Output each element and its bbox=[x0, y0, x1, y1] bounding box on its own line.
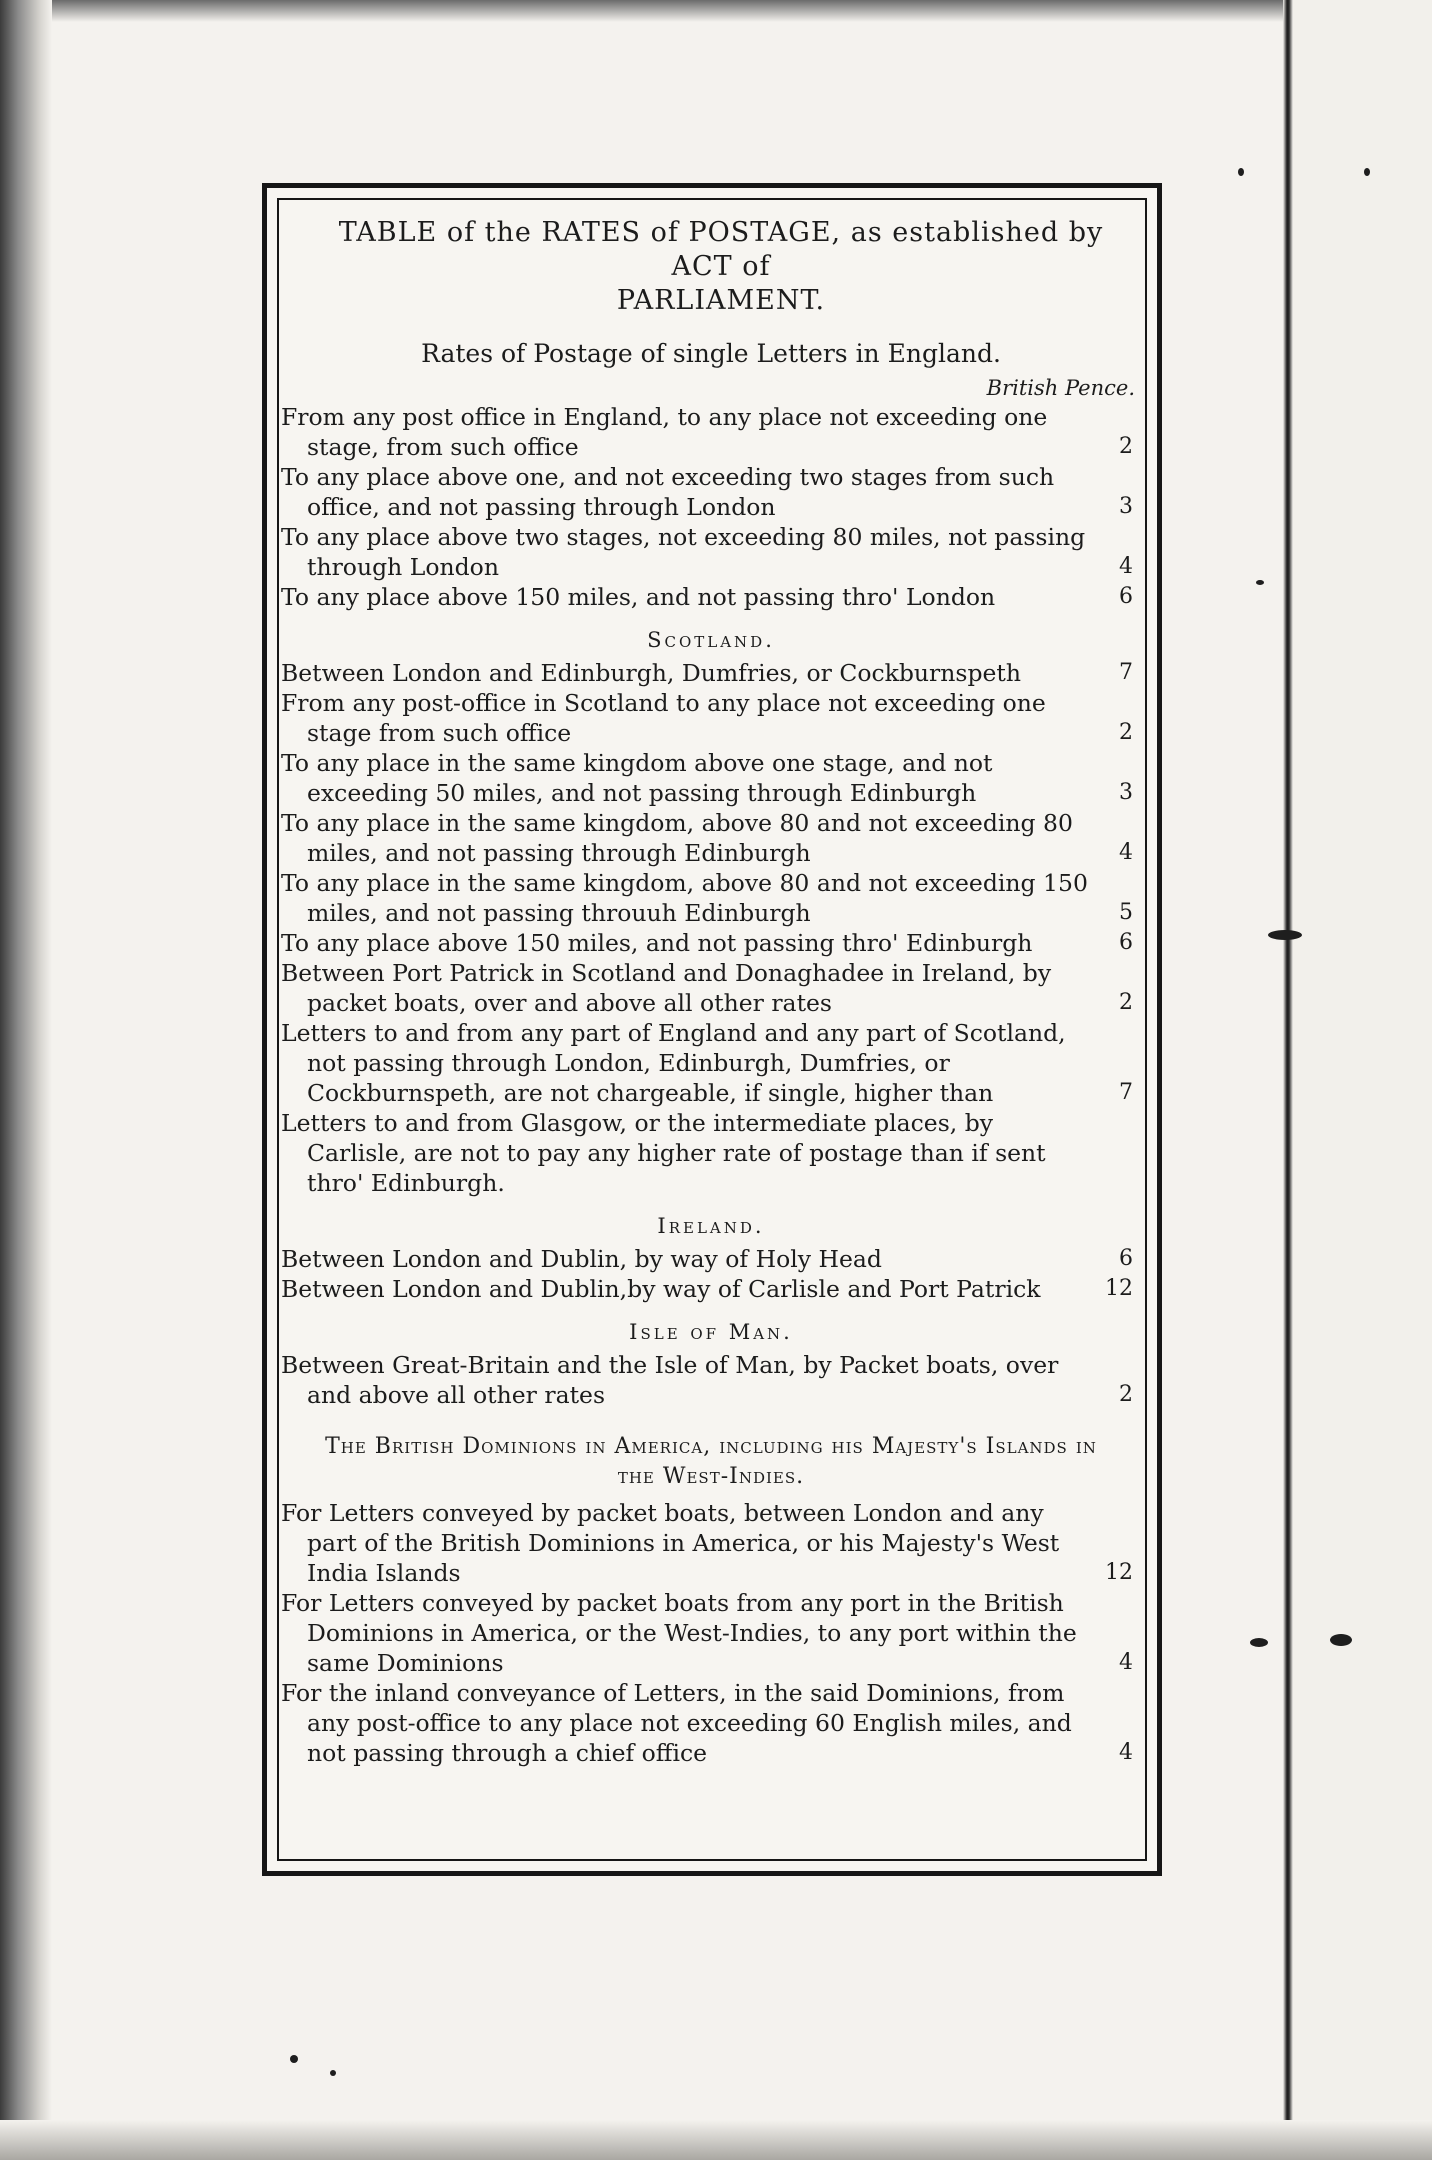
rate-row: Between London and Dublin,by way of Carlisle and Port Patrick 12 bbox=[281, 1275, 1133, 1303]
rate-value: 7 bbox=[1119, 1080, 1133, 1105]
ireland-heading: Ireland. bbox=[657, 1214, 765, 1238]
rate-value: 7 bbox=[1119, 660, 1133, 685]
ireland-section bbox=[281, 1244, 1145, 1304]
page-fold-line bbox=[1283, 0, 1293, 2160]
page-bottom-shadow bbox=[0, 2120, 1432, 2160]
rate-value: 5 bbox=[1119, 900, 1133, 925]
rate-row: From any post-office in Scotland to any place not exceeding one stage from such office 2 bbox=[281, 689, 1133, 747]
subtitle: Rates of Postage of single Letters in England. bbox=[421, 339, 1001, 368]
scotland-section bbox=[281, 658, 1145, 1198]
rate-value: 4 bbox=[1119, 1650, 1133, 1675]
rate-row: For Letters conveyed by packet boats, between London and any part of the British Dominions in America, or his Majesty's West India Islands 12 bbox=[281, 1499, 1133, 1587]
rate-row: For the inland conveyance of Letters, in the said Dominions, from any post-office to any place not exceeding 60 English miles, and not passing through a chief office 4 bbox=[281, 1679, 1133, 1767]
rate-row: Between London and Edinburgh, Dumfries, or Cockburnspeth 7 bbox=[281, 659, 1133, 687]
ink-speck bbox=[1256, 580, 1264, 585]
rate-value: 2 bbox=[1119, 720, 1133, 745]
title-line-2: PARLIAMENT. bbox=[616, 285, 826, 316]
rate-row: Letters to and from Glasgow, or the intermediate places, by Carlisle, are not to pay any higher rate of postage than if sent thro' Edinburgh. bbox=[281, 1109, 1046, 1197]
england-section bbox=[281, 402, 1145, 612]
rate-row: Letters to and from any part of England and any part of Scotland, not passing through London, Edinburgh, Dumfries, or Cockburnspeth, are not chargeable, if single, higher than 7 bbox=[281, 1019, 1133, 1107]
rate-row: To any place in the same kingdom above one stage, and not exceeding 50 miles, and not passing through Edinburgh 3 bbox=[281, 749, 1133, 807]
rate-row: To any place above one, and not exceeding two stages from such office, and not passing through London 3 bbox=[281, 463, 1133, 521]
page-binding-edge bbox=[0, 0, 52, 2160]
postage-table-frame bbox=[262, 183, 1162, 1876]
rate-row: To any place in the same kingdom, above 80 and not exceeding 150 miles, and not passing throuuh Edinburgh 5 bbox=[281, 869, 1133, 927]
page-top-shadow bbox=[0, 0, 1432, 22]
rate-value: 6 bbox=[1119, 930, 1133, 955]
ink-speck bbox=[330, 2070, 336, 2076]
ink-speck bbox=[1364, 168, 1370, 176]
ink-speck bbox=[1330, 1634, 1352, 1646]
rate-value: 4 bbox=[1119, 554, 1133, 579]
rate-value: 6 bbox=[1119, 1246, 1133, 1271]
rate-row: Between London and Dublin, by way of Holy Head 6 bbox=[281, 1245, 1133, 1273]
scotland-heading: Scotland. bbox=[647, 628, 775, 652]
ink-speck bbox=[290, 2055, 298, 2063]
ink-speck bbox=[1250, 1638, 1268, 1647]
rate-row: Between Port Patrick in Scotland and Donaghadee in Ireland, by packet boats, over and above all other rates 2 bbox=[281, 959, 1133, 1017]
america-heading: The British Dominions in America, including his Majesty's Islands in the West-Indies. bbox=[325, 1434, 1097, 1489]
rate-row: To any place above 150 miles, and not passing thro' London 6 bbox=[281, 583, 1133, 611]
rate-value: 2 bbox=[1119, 990, 1133, 1015]
adjacent-page bbox=[1293, 0, 1432, 2160]
isle-of-man-section bbox=[281, 1350, 1145, 1410]
rate-row: To any place in the same kingdom, above 80 and not exceeding 80 miles, and not passing through Edinburgh 4 bbox=[281, 809, 1133, 867]
ink-speck bbox=[1268, 930, 1302, 940]
rate-value: 6 bbox=[1119, 584, 1133, 609]
rate-value: 3 bbox=[1119, 494, 1133, 519]
rate-value: 2 bbox=[1119, 1382, 1133, 1407]
america-section bbox=[281, 1498, 1145, 1768]
rate-row: From any post office in England, to any place not exceeding one stage, from such office 2 bbox=[281, 403, 1133, 461]
rate-row: For Letters conveyed by packet boats from any port in the British Dominions in America, or the West-Indies, to any port within the same Dominions 4 bbox=[281, 1589, 1133, 1677]
rate-value: 4 bbox=[1119, 1740, 1133, 1765]
postage-table bbox=[277, 198, 1147, 1861]
rate-value: 12 bbox=[1105, 1276, 1133, 1301]
document-title bbox=[307, 216, 1135, 318]
rate-value: 4 bbox=[1119, 840, 1133, 865]
isle-of-man-heading: Isle of Man. bbox=[629, 1320, 793, 1344]
rate-value: 3 bbox=[1119, 780, 1133, 805]
rate-value: 12 bbox=[1105, 1560, 1133, 1585]
unit-label: British Pence. bbox=[986, 376, 1135, 400]
title-line-1: TABLE of the RATES of POSTAGE, as established by ACT of bbox=[338, 217, 1104, 282]
rate-value: 2 bbox=[1119, 434, 1133, 459]
rate-row: Between Great-Britain and the Isle of Man, by Packet boats, over and above all other rates 2 bbox=[281, 1351, 1133, 1409]
rate-row: To any place above 150 miles, and not passing thro' Edinburgh 6 bbox=[281, 929, 1133, 957]
rate-row: To any place above two stages, not exceeding 80 miles, not passing through London 4 bbox=[281, 523, 1133, 581]
ink-speck bbox=[1238, 168, 1244, 176]
